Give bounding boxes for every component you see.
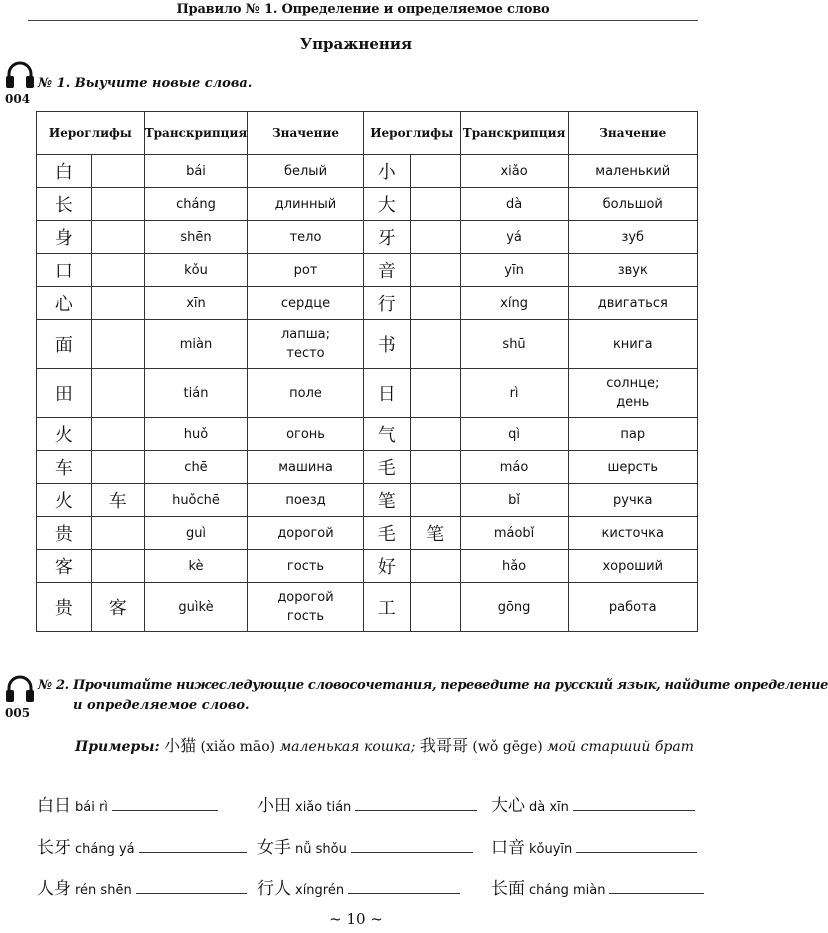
phrase-pinyin: dà xīn xyxy=(529,800,569,815)
meaning-cell xyxy=(568,583,697,632)
transcription-cell: gōng xyxy=(460,583,568,632)
table-row xyxy=(37,583,698,632)
meaning-cell xyxy=(568,418,697,451)
hanzi-cell: 客 xyxy=(91,583,144,632)
hanzi-cell xyxy=(91,221,144,254)
transcription-cell: xíng xyxy=(460,287,568,320)
hanzi-cell: 毛 xyxy=(363,517,410,550)
answer-blank[interactable] xyxy=(136,893,247,894)
hanzi-cell: 气 xyxy=(363,418,410,451)
phrase-item xyxy=(37,833,247,858)
hanzi-cell xyxy=(91,287,144,320)
meaning-line: пар xyxy=(620,426,646,442)
exercise-2-title-line: и определяемое слово. xyxy=(73,698,250,713)
hanzi-cell: 日 xyxy=(363,369,410,418)
meaning-line: сердце xyxy=(280,295,331,311)
transcription-cell: huǒchē xyxy=(144,484,248,517)
hanzi-cell xyxy=(410,188,460,221)
phrase-item xyxy=(257,874,460,899)
hanzi-cell: 大 xyxy=(363,188,410,221)
hanzi-cell: 车 xyxy=(91,484,144,517)
meaning-cell xyxy=(568,550,697,583)
example-hanzi: 小猫 xyxy=(164,736,197,755)
hanzi-cell xyxy=(410,155,460,188)
meaning-line: тело xyxy=(289,229,322,245)
phrase-pinyin: cháng yá xyxy=(75,842,135,857)
answer-blank[interactable] xyxy=(609,893,704,894)
hanzi-cell xyxy=(410,287,460,320)
hanzi-cell: 音 xyxy=(363,254,410,287)
column-header: Транскрипция xyxy=(144,112,248,155)
table-row xyxy=(37,221,698,254)
exercise-2-title-line: № 2. Прочитайте нижеследующие словосочетания, переведите на русский язык, найдите определение xyxy=(38,678,828,693)
phrase-pinyin: bái rì xyxy=(75,800,108,815)
phrase-item xyxy=(491,791,695,816)
phrase-item xyxy=(37,874,247,899)
meaning-cell xyxy=(248,451,363,484)
meaning-line: белый xyxy=(283,163,328,179)
table-row xyxy=(37,550,698,583)
exercise-2-title xyxy=(38,676,828,716)
example-pinyin: (xiǎo māo) xyxy=(200,739,276,755)
meaning-line: поле xyxy=(289,385,322,401)
transcription-cell: shēn xyxy=(144,221,248,254)
transcription-cell: guìkè xyxy=(144,583,248,632)
hanzi-cell xyxy=(91,320,144,369)
hanzi-cell: 火 xyxy=(37,418,92,451)
hanzi-cell: 工 xyxy=(363,583,410,632)
hanzi-cell xyxy=(91,451,144,484)
transcription-cell: yá xyxy=(460,221,568,254)
meaning-line: поезд xyxy=(285,492,326,508)
column-header: Транскрипция xyxy=(460,112,568,155)
hanzi-cell: 贵 xyxy=(37,517,92,550)
meaning-cell xyxy=(568,320,697,369)
hanzi-cell: 身 xyxy=(37,221,92,254)
hanzi-cell xyxy=(91,254,144,287)
meaning-line: дорогой xyxy=(277,590,334,605)
meaning-line: гость xyxy=(286,609,325,624)
exercise-1-title: № 1. Выучите новые слова. xyxy=(38,76,253,91)
meaning-line: шерсть xyxy=(607,459,659,475)
table-row xyxy=(37,287,698,320)
table-row xyxy=(37,320,698,369)
meaning-cell xyxy=(568,484,697,517)
meaning-line: книга xyxy=(612,336,653,352)
phrase-pinyin: rén shēn xyxy=(75,883,132,898)
hanzi-cell xyxy=(410,550,460,583)
table-row xyxy=(37,369,698,418)
phrase-pinyin: xiǎo tián xyxy=(295,800,352,815)
page-title: Упражнения xyxy=(299,35,413,53)
headphones-icon[interactable] xyxy=(4,674,36,704)
answer-blank[interactable] xyxy=(351,852,473,853)
meaning-line: работа xyxy=(608,599,657,615)
meaning-cell xyxy=(568,287,697,320)
meaning-cell xyxy=(248,484,363,517)
transcription-cell: miàn xyxy=(144,320,248,369)
transcription-cell: kè xyxy=(144,550,248,583)
table-row xyxy=(37,188,698,221)
transcription-cell: máo xyxy=(460,451,568,484)
meaning-cell xyxy=(248,517,363,550)
hanzi-cell: 火 xyxy=(37,484,92,517)
phrase-hanzi: 人身 xyxy=(37,879,71,899)
meaning-line: звук xyxy=(617,262,648,278)
phrase-hanzi: 大心 xyxy=(491,796,525,816)
hanzi-cell: 书 xyxy=(363,320,410,369)
hanzi-cell: 好 xyxy=(363,550,410,583)
hanzi-cell xyxy=(410,221,460,254)
meaning-cell xyxy=(568,221,697,254)
hanzi-cell: 小 xyxy=(363,155,410,188)
phrase-hanzi: 白日 xyxy=(37,796,71,816)
meaning-cell xyxy=(248,320,363,369)
hanzi-cell: 牙 xyxy=(363,221,410,254)
example-pinyin: (wǒ gēge) xyxy=(472,739,543,755)
table-row xyxy=(37,484,698,517)
transcription-cell: qì xyxy=(460,418,568,451)
meaning-line: зуб xyxy=(621,229,645,245)
example-translation: маленькая кошка; xyxy=(279,739,416,755)
hanzi-cell: 白 xyxy=(37,155,92,188)
hanzi-cell xyxy=(410,418,460,451)
hanzi-cell: 口 xyxy=(37,254,92,287)
column-header: Иероглифы xyxy=(37,112,145,155)
hanzi-cell xyxy=(91,418,144,451)
hanzi-cell: 面 xyxy=(37,320,92,369)
examples-label: Примеры: xyxy=(75,739,160,755)
phrase-pinyin: nǚ shǒu xyxy=(295,842,347,857)
page-number: ~ 10 ~ xyxy=(329,910,383,928)
table-row xyxy=(37,418,698,451)
column-header: Значение xyxy=(568,112,697,155)
transcription-cell: chē xyxy=(144,451,248,484)
meaning-line: рот xyxy=(293,262,318,278)
meaning-cell xyxy=(248,583,363,632)
phrase-hanzi: 行人 xyxy=(257,879,291,899)
meaning-cell xyxy=(568,369,697,418)
answer-blank[interactable] xyxy=(348,893,460,894)
hanzi-cell xyxy=(91,155,144,188)
meaning-cell xyxy=(568,517,697,550)
transcription-cell: tián xyxy=(144,369,248,418)
examples-line xyxy=(75,733,694,756)
meaning-line: лапша; xyxy=(281,327,331,342)
meaning-line: дорогой xyxy=(277,525,334,541)
phrase-item xyxy=(491,874,704,899)
column-header: Иероглифы xyxy=(363,112,460,155)
meaning-cell xyxy=(248,254,363,287)
meaning-line: маленький xyxy=(595,163,671,179)
meaning-cell xyxy=(248,369,363,418)
hanzi-cell: 毛 xyxy=(363,451,410,484)
meaning-cell xyxy=(568,254,697,287)
phrase-item xyxy=(491,833,697,858)
phrase-pinyin: kǒuyīn xyxy=(529,842,573,857)
hanzi-cell xyxy=(410,369,460,418)
meaning-cell xyxy=(248,188,363,221)
hanzi-cell xyxy=(410,484,460,517)
meaning-line: большой xyxy=(602,196,663,212)
transcription-cell: hǎo xyxy=(460,550,568,583)
meaning-cell xyxy=(248,221,363,254)
column-header: Значение xyxy=(248,112,363,155)
hanzi-cell: 笔 xyxy=(410,517,460,550)
hanzi-cell xyxy=(91,188,144,221)
phrase-item xyxy=(37,791,218,816)
phrase-hanzi: 口音 xyxy=(491,838,525,858)
hanzi-cell: 心 xyxy=(37,287,92,320)
transcription-cell: máobǐ xyxy=(460,517,568,550)
hanzi-cell xyxy=(410,254,460,287)
meaning-cell xyxy=(568,155,697,188)
meaning-line: солнце; xyxy=(606,376,660,391)
meaning-cell xyxy=(568,188,697,221)
transcription-cell: dà xyxy=(460,188,568,221)
hanzi-cell xyxy=(91,369,144,418)
hanzi-cell xyxy=(410,320,460,369)
hanzi-cell xyxy=(410,451,460,484)
meaning-line: хороший xyxy=(602,558,664,574)
meaning-line: день xyxy=(616,395,650,410)
meaning-line: гость xyxy=(286,558,325,574)
meaning-cell xyxy=(568,451,697,484)
phrase-item xyxy=(257,791,477,816)
transcription-cell: cháng xyxy=(144,188,248,221)
meaning-line: огонь xyxy=(286,426,325,442)
meaning-line: ручка xyxy=(613,492,653,508)
phrase-item xyxy=(257,833,473,858)
example-translation: мой старший брат xyxy=(547,739,694,755)
transcription-cell: bǐ xyxy=(460,484,568,517)
meaning-line: длинный xyxy=(274,196,337,212)
answer-blank[interactable] xyxy=(139,852,247,853)
example-hanzi: 我哥哥 xyxy=(419,736,468,755)
headphones-icon[interactable] xyxy=(4,60,36,90)
meaning-cell xyxy=(248,418,363,451)
hanzi-cell: 长 xyxy=(37,188,92,221)
table-row xyxy=(37,254,698,287)
answer-blank[interactable] xyxy=(355,810,477,811)
hanzi-cell xyxy=(91,550,144,583)
transcription-cell: guì xyxy=(144,517,248,550)
meaning-line: двигаться xyxy=(597,295,668,311)
phrase-hanzi: 女手 xyxy=(257,838,291,858)
phrase-hanzi: 长牙 xyxy=(37,838,71,858)
transcription-cell: xīn xyxy=(144,287,248,320)
transcription-cell: rì xyxy=(460,369,568,418)
table-row xyxy=(37,517,698,550)
hanzi-cell xyxy=(410,583,460,632)
transcription-cell: bái xyxy=(144,155,248,188)
meaning-cell xyxy=(248,550,363,583)
meaning-line: машина xyxy=(278,459,333,475)
vocabulary-table xyxy=(36,111,698,632)
hanzi-cell: 笔 xyxy=(363,484,410,517)
transcription-cell: yīn xyxy=(460,254,568,287)
transcription-cell: xiǎo xyxy=(460,155,568,188)
hanzi-cell: 车 xyxy=(37,451,92,484)
phrase-hanzi: 长面 xyxy=(491,879,525,899)
hanzi-cell: 客 xyxy=(37,550,92,583)
hanzi-cell: 田 xyxy=(37,369,92,418)
phrase-pinyin: cháng miàn xyxy=(529,883,606,898)
phrase-hanzi: 小田 xyxy=(257,796,291,816)
transcription-cell: shū xyxy=(460,320,568,369)
meaning-cell xyxy=(248,155,363,188)
meaning-line: тесто xyxy=(286,346,325,361)
running-header: Правило № 1. Определение и определяемое слово xyxy=(28,2,698,21)
meaning-cell xyxy=(248,287,363,320)
table-row xyxy=(37,155,698,188)
audio-track-number: 005 xyxy=(5,706,31,720)
hanzi-cell: 贵 xyxy=(37,583,92,632)
transcription-cell: huǒ xyxy=(144,418,248,451)
audio-track-number: 004 xyxy=(5,92,31,106)
table-header-row xyxy=(37,112,698,155)
table-row xyxy=(37,451,698,484)
transcription-cell: kǒu xyxy=(144,254,248,287)
answer-blank[interactable] xyxy=(576,852,697,853)
phrase-pinyin: xíngrén xyxy=(295,883,345,898)
hanzi-cell: 行 xyxy=(363,287,410,320)
answer-blank[interactable] xyxy=(112,810,218,811)
meaning-line: кисточка xyxy=(601,525,664,541)
answer-blank[interactable] xyxy=(573,810,695,811)
hanzi-cell xyxy=(91,517,144,550)
